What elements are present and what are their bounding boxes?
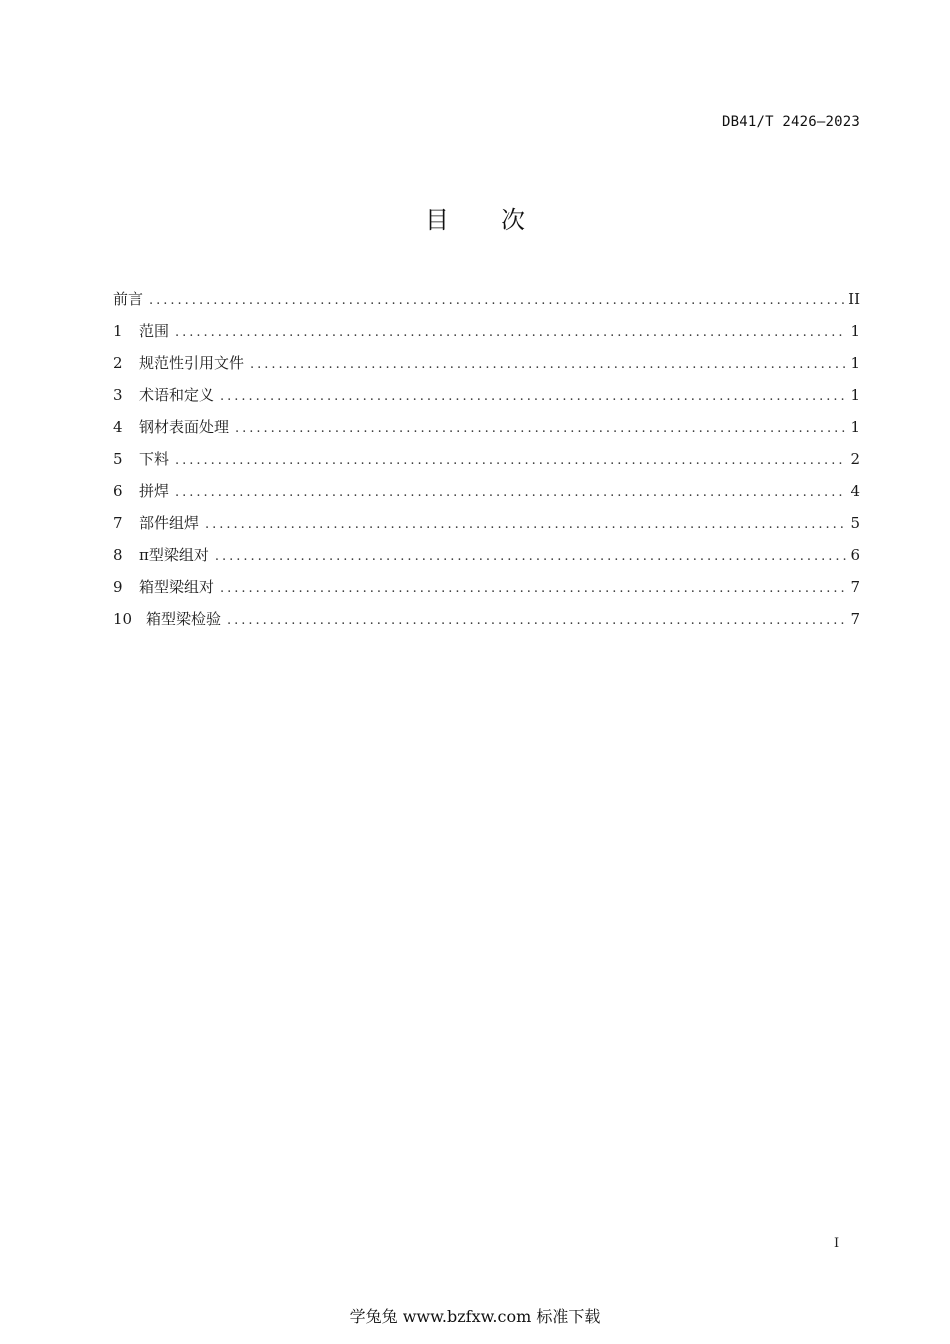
toc-entry-number: 2 [113,354,123,372]
toc-leader-dots [175,317,846,349]
toc-entry-scope[interactable] [113,315,860,347]
toc-leader-dots [175,477,846,509]
toc-leader-dots [220,573,846,605]
page-title: 目次 [425,206,577,234]
toc-entry-label: π型梁组对 [139,546,209,564]
toc-entry-surface-treatment[interactable] [113,411,860,443]
toc-entry-number: 3 [113,386,123,404]
toc-entry-page: 1 [850,418,860,436]
toc-entry-label: 箱型梁检验 [146,610,222,628]
toc-leader-dots [215,541,847,573]
toc-entry-number: 4 [113,418,123,436]
toc-leader-dots [149,285,844,317]
toc-entry-normative-references[interactable] [113,347,860,379]
toc-entry-page: 6 [850,546,860,564]
toc-entry-label: 范围 [139,322,170,340]
toc-entry-number: 10 [113,610,133,628]
toc-leader-dots [235,413,846,445]
toc-entry-foreword[interactable] [113,283,860,315]
toc-entry-number: 8 [113,546,123,564]
toc-entry-page: 5 [850,514,860,532]
toc-entry-component-welding[interactable] [113,507,860,539]
toc-entry-label: 下料 [139,450,170,468]
toc-entry-number: 6 [113,482,123,500]
toc-entry-label: 部件组焊 [139,514,200,532]
toc-entry-label: 前言 [113,290,144,308]
toc-entry-pi-beam-assembly[interactable] [113,539,860,571]
toc-entry-page: 7 [850,610,860,628]
footer-watermark: 学兔兔 www.bzfxw.com 标准下载 [349,1307,601,1326]
toc-entry-page: II [848,290,860,308]
toc-leader-dots [250,349,846,381]
toc-entry-number: 7 [113,514,123,532]
table-of-contents [113,283,860,635]
toc-entry-label: 钢材表面处理 [139,418,230,436]
toc-entry-page: 7 [850,578,860,596]
toc-leader-dots [205,509,846,541]
toc-leader-dots [175,445,846,477]
toc-leader-dots [220,381,846,413]
toc-entry-number: 5 [113,450,123,468]
toc-entry-label: 规范性引用文件 [139,354,245,372]
toc-entry-page: 1 [850,322,860,340]
toc-entry-cutting[interactable] [113,443,860,475]
toc-entry-page: 1 [850,354,860,372]
toc-entry-page: 2 [850,450,860,468]
standard-code: DB41/T 2426—2023 [721,114,860,130]
toc-entry-splice-welding[interactable] [113,475,860,507]
toc-entry-page: 1 [850,386,860,404]
toc-entry-label: 箱型梁组对 [139,578,215,596]
toc-entry-box-beam-inspection[interactable] [113,603,860,635]
toc-entry-label: 术语和定义 [139,386,215,404]
toc-entry-box-beam-assembly[interactable] [113,571,860,603]
toc-entry-number: 9 [113,578,123,596]
toc-entry-label: 拼焊 [139,482,170,500]
toc-leader-dots [227,605,846,637]
toc-entry-page: 4 [850,482,860,500]
page-number: I [834,1236,840,1251]
toc-entry-number: 1 [113,322,123,340]
toc-entry-terms-definitions[interactable] [113,379,860,411]
